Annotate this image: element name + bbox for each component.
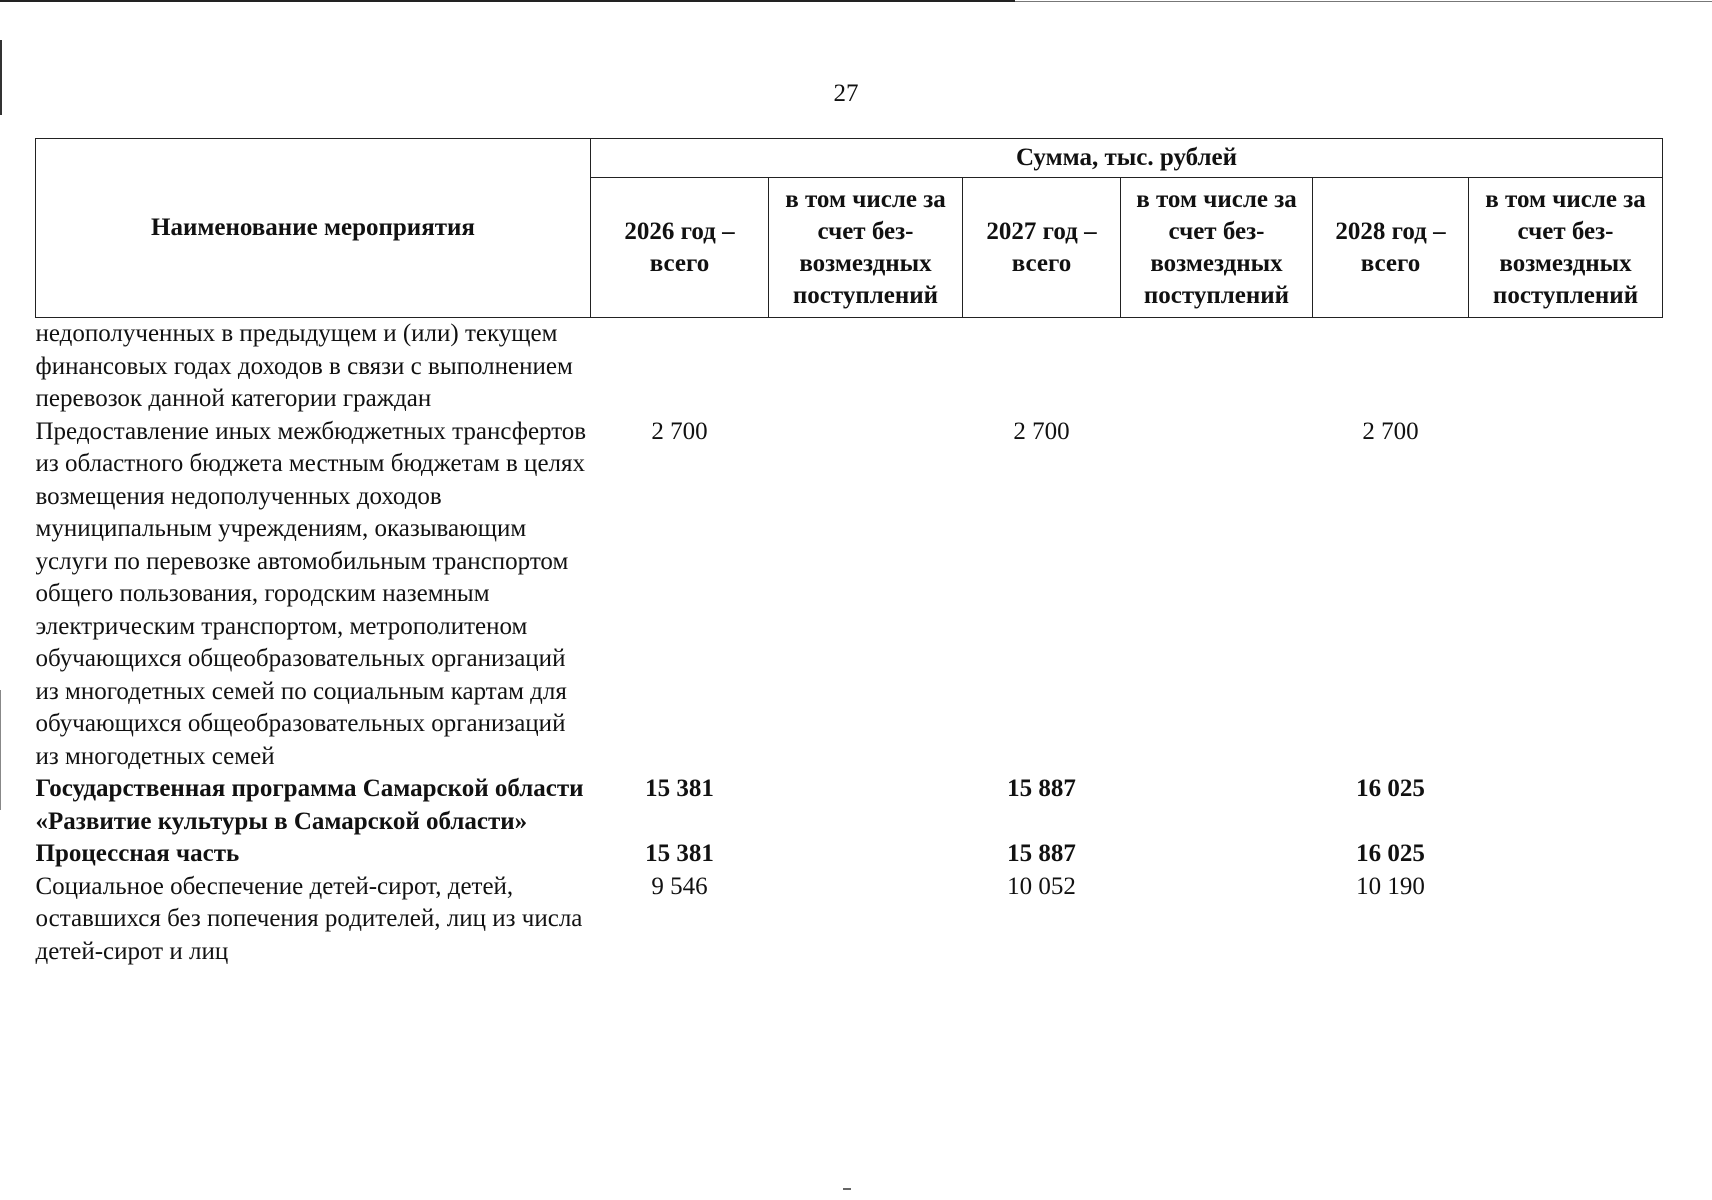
value-2028-total: 2 700	[1362, 417, 1419, 445]
scan-edge-line	[0, 0, 1015, 2]
value-2027-gratuitous	[1121, 838, 1313, 871]
header-2027-total: 2027 год – всего	[963, 178, 1121, 318]
value-2026-total: 15 381	[645, 840, 714, 867]
value-2027-total	[963, 318, 1121, 416]
scan-artifact	[843, 1188, 851, 1190]
header-activity-name: Наименование мероприятия	[36, 139, 591, 318]
value-2026-gratuitous	[769, 871, 963, 969]
value-2028-total: 16 025	[1356, 840, 1425, 867]
table-header	[36, 139, 1663, 318]
scan-edge-mark	[0, 40, 2, 115]
table-row-process-part	[36, 838, 1663, 871]
value-2028-total	[1313, 318, 1469, 416]
header-2026-total: 2026 год – всего	[591, 178, 769, 318]
header-2027-gratuitous: в том числе за счет без-возмездных поступлений	[1121, 178, 1313, 318]
table-row	[36, 416, 1663, 774]
value-2027-total: 2 700	[1013, 417, 1070, 445]
value-2027-gratuitous	[1121, 416, 1313, 774]
value-2028-gratuitous	[1469, 416, 1663, 774]
activity-name-cell: недополученных в предыдущем и (или) текущем финансовых годах доходов в связи с выполнением перевозок данной категории граждан	[35, 320, 573, 412]
header-sum-group: Сумма, тыс. рублей	[591, 139, 1663, 178]
value-2027-gratuitous	[1121, 871, 1313, 969]
scan-edge-line	[1015, 1, 1712, 2]
value-2027-gratuitous	[1121, 318, 1313, 416]
value-2026-total	[591, 318, 769, 416]
table-row-program	[36, 773, 1663, 838]
activity-name-cell: Предоставление иных межбюджетных трансфертов из областного бюджета местным бюджетам в целях возмещения недополученных доходов муниципальным учреждениям, оказывающим услуги по перевозке автомобильным транспортом общего пользования, городским наземным электрическим транспортом, метрополитеном обучающихся общеобразовательных организаций из многодетных семей по социальным картам для обучающихся общеобразовательных организаций из многодетных семей	[35, 417, 587, 770]
table-row	[36, 318, 1663, 416]
value-2026-gratuitous	[769, 318, 963, 416]
table-row	[36, 871, 1663, 969]
header-2026-gratuitous: в том числе за счет без-возмездных поступлений	[769, 178, 963, 318]
value-2028-total: 16 025	[1356, 775, 1425, 802]
value-2026-total: 15 381	[645, 775, 714, 802]
activity-name-cell: Государственная программа Самарской области «Развитие культуры в Самарской области»	[35, 775, 584, 835]
value-2027-total: 15 887	[1007, 775, 1076, 802]
value-2027-gratuitous	[1121, 773, 1313, 838]
budget-table	[35, 138, 1663, 968]
scan-edge-mark	[0, 690, 1, 810]
value-2028-gratuitous	[1469, 773, 1663, 838]
activity-name-cell: Социальное обеспечение детей-сирот, детей, оставшихся без попечения родителей, лиц из числа детей-сирот и лиц	[35, 872, 583, 965]
value-2026-gratuitous	[769, 838, 963, 871]
value-2028-gratuitous	[1469, 838, 1663, 871]
value-2028-gratuitous	[1469, 871, 1663, 969]
header-2028-gratuitous: в том числе за счет без-возмездных поступлений	[1469, 178, 1663, 318]
value-2026-total: 9 546	[651, 872, 708, 900]
value-2026-total: 2 700	[651, 417, 708, 445]
value-2026-gratuitous	[769, 773, 963, 838]
value-2027-total: 10 052	[1007, 872, 1076, 900]
activity-name-cell: Процессная часть	[35, 840, 240, 867]
value-2027-total: 15 887	[1007, 840, 1076, 867]
value-2028-total: 10 190	[1356, 872, 1425, 900]
value-2026-gratuitous	[769, 416, 963, 774]
value-2028-gratuitous	[1469, 318, 1663, 416]
header-2028-total: 2028 год – всего	[1313, 178, 1469, 318]
page-number: 27	[833, 80, 859, 107]
